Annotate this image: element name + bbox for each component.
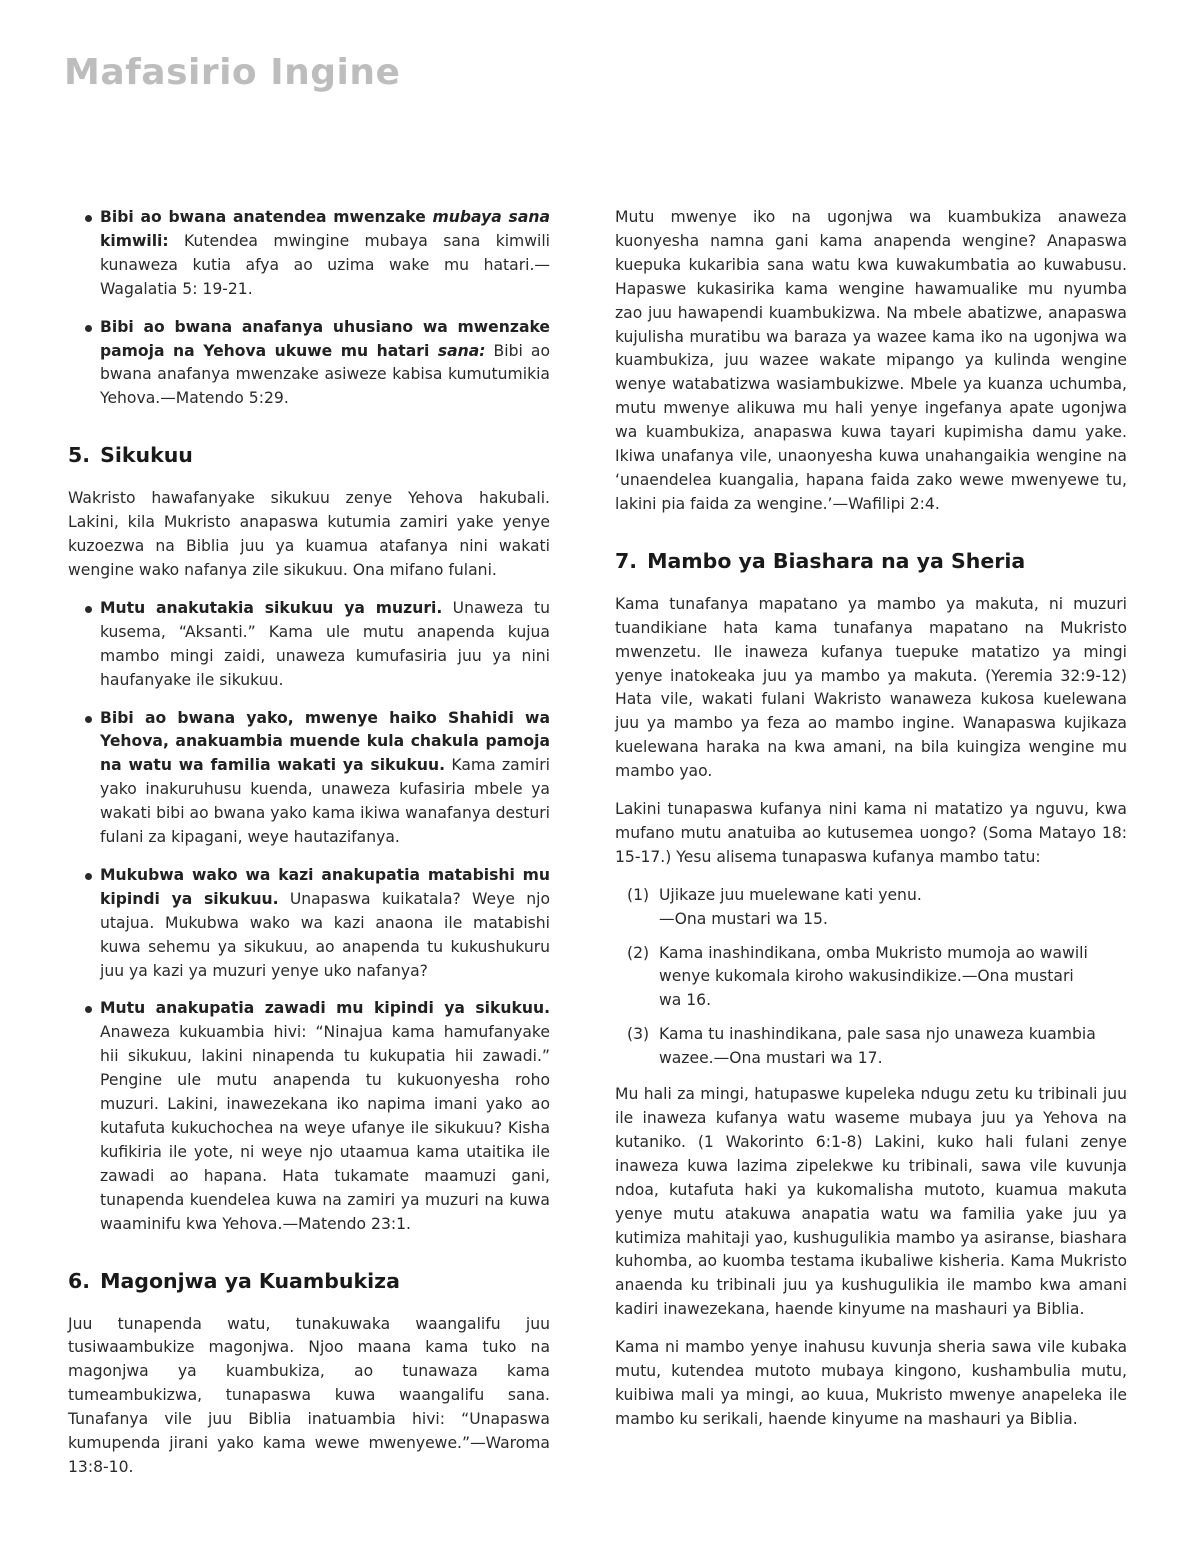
list-item [615, 1023, 1127, 1071]
top-bullet-list [68, 206, 550, 411]
bullet-text: Kama zamiri yako inakuruhusu kuenda, unaweza kufasiria mbele ya wakati bibi ao bwana yako kama ikiwa wanafanya desturi fulani za kipagani, weye hautazifanya. [100, 756, 550, 847]
section-6-heading [68, 1267, 550, 1295]
bullet-emphasis: sana: [437, 341, 486, 360]
section-title: Magonjwa ya Kuambukiza [100, 1268, 400, 1293]
bullet-text: Bibi ao bwana anafanya mwenzake asiweze kabisa kumutumikia Yehova.—Matendo 5:29. [100, 341, 550, 408]
section-5-heading [68, 441, 550, 469]
step-reference: wazee.—Ona mustari wa 17. [659, 1049, 883, 1068]
steps-list [615, 884, 1127, 1071]
step-number: (2) [627, 943, 650, 962]
list-item [68, 864, 550, 984]
list-item [68, 997, 550, 1236]
list-item [68, 316, 550, 412]
section-7-heading [615, 547, 1127, 575]
list-item [615, 942, 1127, 1014]
running-header: Mafasirio Ingine [64, 52, 401, 93]
bullet-lead: Bibi ao bwana yako, mwenye haiko Shahidi wa Yehova, anakuambia muende kula chakula pamoja na watu wa familia wakati ya sikukuu. [100, 708, 550, 775]
right-column [615, 206, 1127, 1446]
section-number: 7. [615, 548, 638, 573]
list-item [68, 707, 550, 850]
step-text: Ujikaze juu muelewane kati yenu. [659, 885, 922, 904]
step-text: Kama tu inashindikana, pale sasa njo unaweza kuambia [659, 1025, 1096, 1044]
bullet-lead: Bibi ao bwana anatendea mwenzake [100, 208, 433, 226]
bullet-text: Unaweza tu kusema, “Aksanti.” Kama ule mutu anapenda kujua mambo mingi zaidi, unaweza kumufasiria juu ya nini haufanyake ile sikukuu. [100, 598, 550, 689]
bullet-lead: Mutu anakutakia sikukuu ya muzuri. [100, 598, 443, 617]
section-7-paragraph-3: Mu hali za mingi, hatupaswe kupeleka ndugu zetu ku tribinali juu ile inaweza kufanya watu waseme mubaya juu ya Yehova na kutaniko. (1 Wakorinto 6:1-8) Lakini, kuko hali fulani zenye inaweza kuwa lazima zipelekwe ku tribinali, sawa vile kuvunja ndoa, kutafuta haki ya kukomalisha mutoto, kuamua makuta yenye mutu atakuwa anapatia watu wa familia yake juu ya kutimiza mahitaji yao, kushugulikia mambo ya asiranse, biashara kuhomba, ao kuomba testama ikubaliwe kisheria. Kama Mukristo anaenda ku tribinali juu ya kushugulikia ile mambo kwa amani kadiri inawezekana, haende kinyume na mashauri ya Biblia. [615, 1085, 1127, 1319]
list-item [615, 884, 1127, 932]
section-number: 6. [68, 1268, 91, 1293]
section-5-bullet-list [68, 597, 550, 1237]
step-number: (3) [627, 1025, 650, 1044]
step-reference: wa 16. [659, 991, 712, 1010]
section-title: Sikukuu [100, 443, 193, 468]
section-number: 5. [68, 443, 91, 468]
list-item [68, 206, 550, 302]
bullet-text: Anaweza kukuambia hivi: “Ninajua kama hamufanyake hii sikukuu, lakini ninapenda tu kukupatia hii zawadi.” Pengine ule mutu anapenda tu kukuonyesha roho muzuri. Lakini, inawezekana iko napima imani yako ao kutafuta kukuchochea na weye ufanye ile sikukuu? Kisha kufikiria ile yote, ni weye njo utaamua kama utaitika ile zawadi ao hapana. Hata tukamate maamuzi gani, tunapenda kuendelea kuwa na zamiri ya muzuri na kuwa waaminifu kwa Yehova.—Matendo 23:1. [100, 1023, 550, 1233]
section-5-intro: Wakristo hawafanyake sikukuu zenye Yehova hakubali. Lakini, kila Mukristo anapaswa kutumia zamiri yake yenye kuzoezwa na Biblia juu ya kuamua atafanya nini wakati wengine wako nafanya zile sikukuu. Ona mifano fulani. [68, 489, 550, 579]
bullet-lead: Mukubwa wako wa kazi anakupatia matabishi mu kipindi ya sikukuu. [100, 865, 550, 908]
bullet-lead: Bibi ao bwana anafanya uhusiano wa mwenzake pamoja na Yehova ukuwe mu hatari [100, 317, 550, 360]
list-item [68, 597, 550, 693]
bullet-emphasis: mubaya sana [432, 208, 550, 226]
bullet-text: Unapaswa kuikatala? Weye njo utajua. Mukubwa wako wa kazi anaona ile matabishi kuwa sehemu ya sikukuu, ao anapenda tu kukushukuru juu ya kazi ya muzuri yenye uko nafanya? [100, 889, 550, 980]
step-number: (1) [627, 885, 650, 904]
step-reference: —Ona mustari wa 15. [659, 909, 828, 928]
section-title: Mambo ya Biashara na ya Sheria [647, 548, 1026, 573]
left-column [68, 206, 550, 1494]
bullet-text: Kutendea mwingine mubaya sana kimwili kunaweza kutia afya ao uzima wake mu hatari.—Wagalatia 5: 19-21. [100, 231, 550, 298]
section-7-paragraph-4: Kama ni mambo yenye inahusu kuvunja sheria sawa vile kubaka mutu, kutendea mutoto mubaya kingono, kushambulia mutu, kuibiwa mali ya mingi, ao kuua, Mukristo mwenye anapeleka ile mambo ku serikali, haende kinyume na mashauri ya Biblia. [615, 1338, 1127, 1428]
step-text: Kama inashindikana, omba Mukristo mumoja ao wawili wenye kukomala kiroho wakusindikize.—Ona mustari [659, 943, 1088, 986]
section-6-paragraph: Juu tunapenda watu, tunakuwaka waangalifu juu tusiwaambukize magonjwa. Njoo maana kama tuko na magonjwa ya kuambukiza, ao tunawaza kama tumeambukizwa, tunapaswa kuwa waangalifu sana. Tunafanya vile juu Biblia inatuambia hivi: “Unapaswa kumupenda jirani yako kama wewe mwenyewe.”—Waroma 13:8-10. [68, 1314, 550, 1476]
bullet-lead-end: kimwili: [100, 231, 169, 250]
section-6-continued: Mutu mwenye iko na ugonjwa wa kuambukiza anaweza kuonyesha namna gani kama anapenda wengine? Anapaswa kuepuka kukaribia sana watu kwa kuwakumbatia ao kuwabusu. Hapaswe kukasirika kama wengine hawamualike mu nyumba zao juu hawapendi kuambukizwa. Na mbele abatizwe, anapaswa kujulisha muratibu wa baraza ya wazee kama iko na ugonjwa wa kuambukiza, juu wazee wakate mipango ya kulinda wengine wenye watabatizwa wasiambukizwe. Mbele ya kuanza uchumba, mutu mwenye alikuwa mu hali yenye ingefanya apate ugonjwa wa kuambukiza, anapaswa kuwa tayari kupimisha damu yake. Ikiwa unafanya vile, unaonyesha kuwa unahangaikia wengine na ‘unaendelea kuangalia, hapana faida zako wewe mwenyewe tu, lakini pia faida za wengine.’—Wafilipi 2:4. [615, 208, 1127, 513]
section-7-paragraph-2: Lakini tunapaswa kufanya nini kama ni matatizo ya nguvu, kwa mufano mutu anatuiba ao kutusemea uongo? (Soma Matayo 18: 15-17.) Yesu alisema tunapaswa kufanya mambo tatu: [615, 800, 1127, 866]
bullet-lead: Mutu anakupatia zawadi mu kipindi ya sikukuu. [100, 999, 550, 1018]
section-7-paragraph-1: Kama tunafanya mapatano ya mambo ya makuta, ni muzuri tuandikiane hata kama tunafanya mapatano na Mukristo mwenzetu. Ile inaweza kufanya tuepuke matatizo ya mingi yenye inatokeaka juu ya mambo ya makuta. (Yeremia 32:9-12) Hata vile, wakati fulani Wakristo wanaweza kukosa kuelewana juu ya mambo ya feza ao mambo ingine. Wanapaswa kujikaza kuelewana haraka na kwa amani, na bila kuingiza wengine mu mambo yao. [615, 594, 1127, 781]
